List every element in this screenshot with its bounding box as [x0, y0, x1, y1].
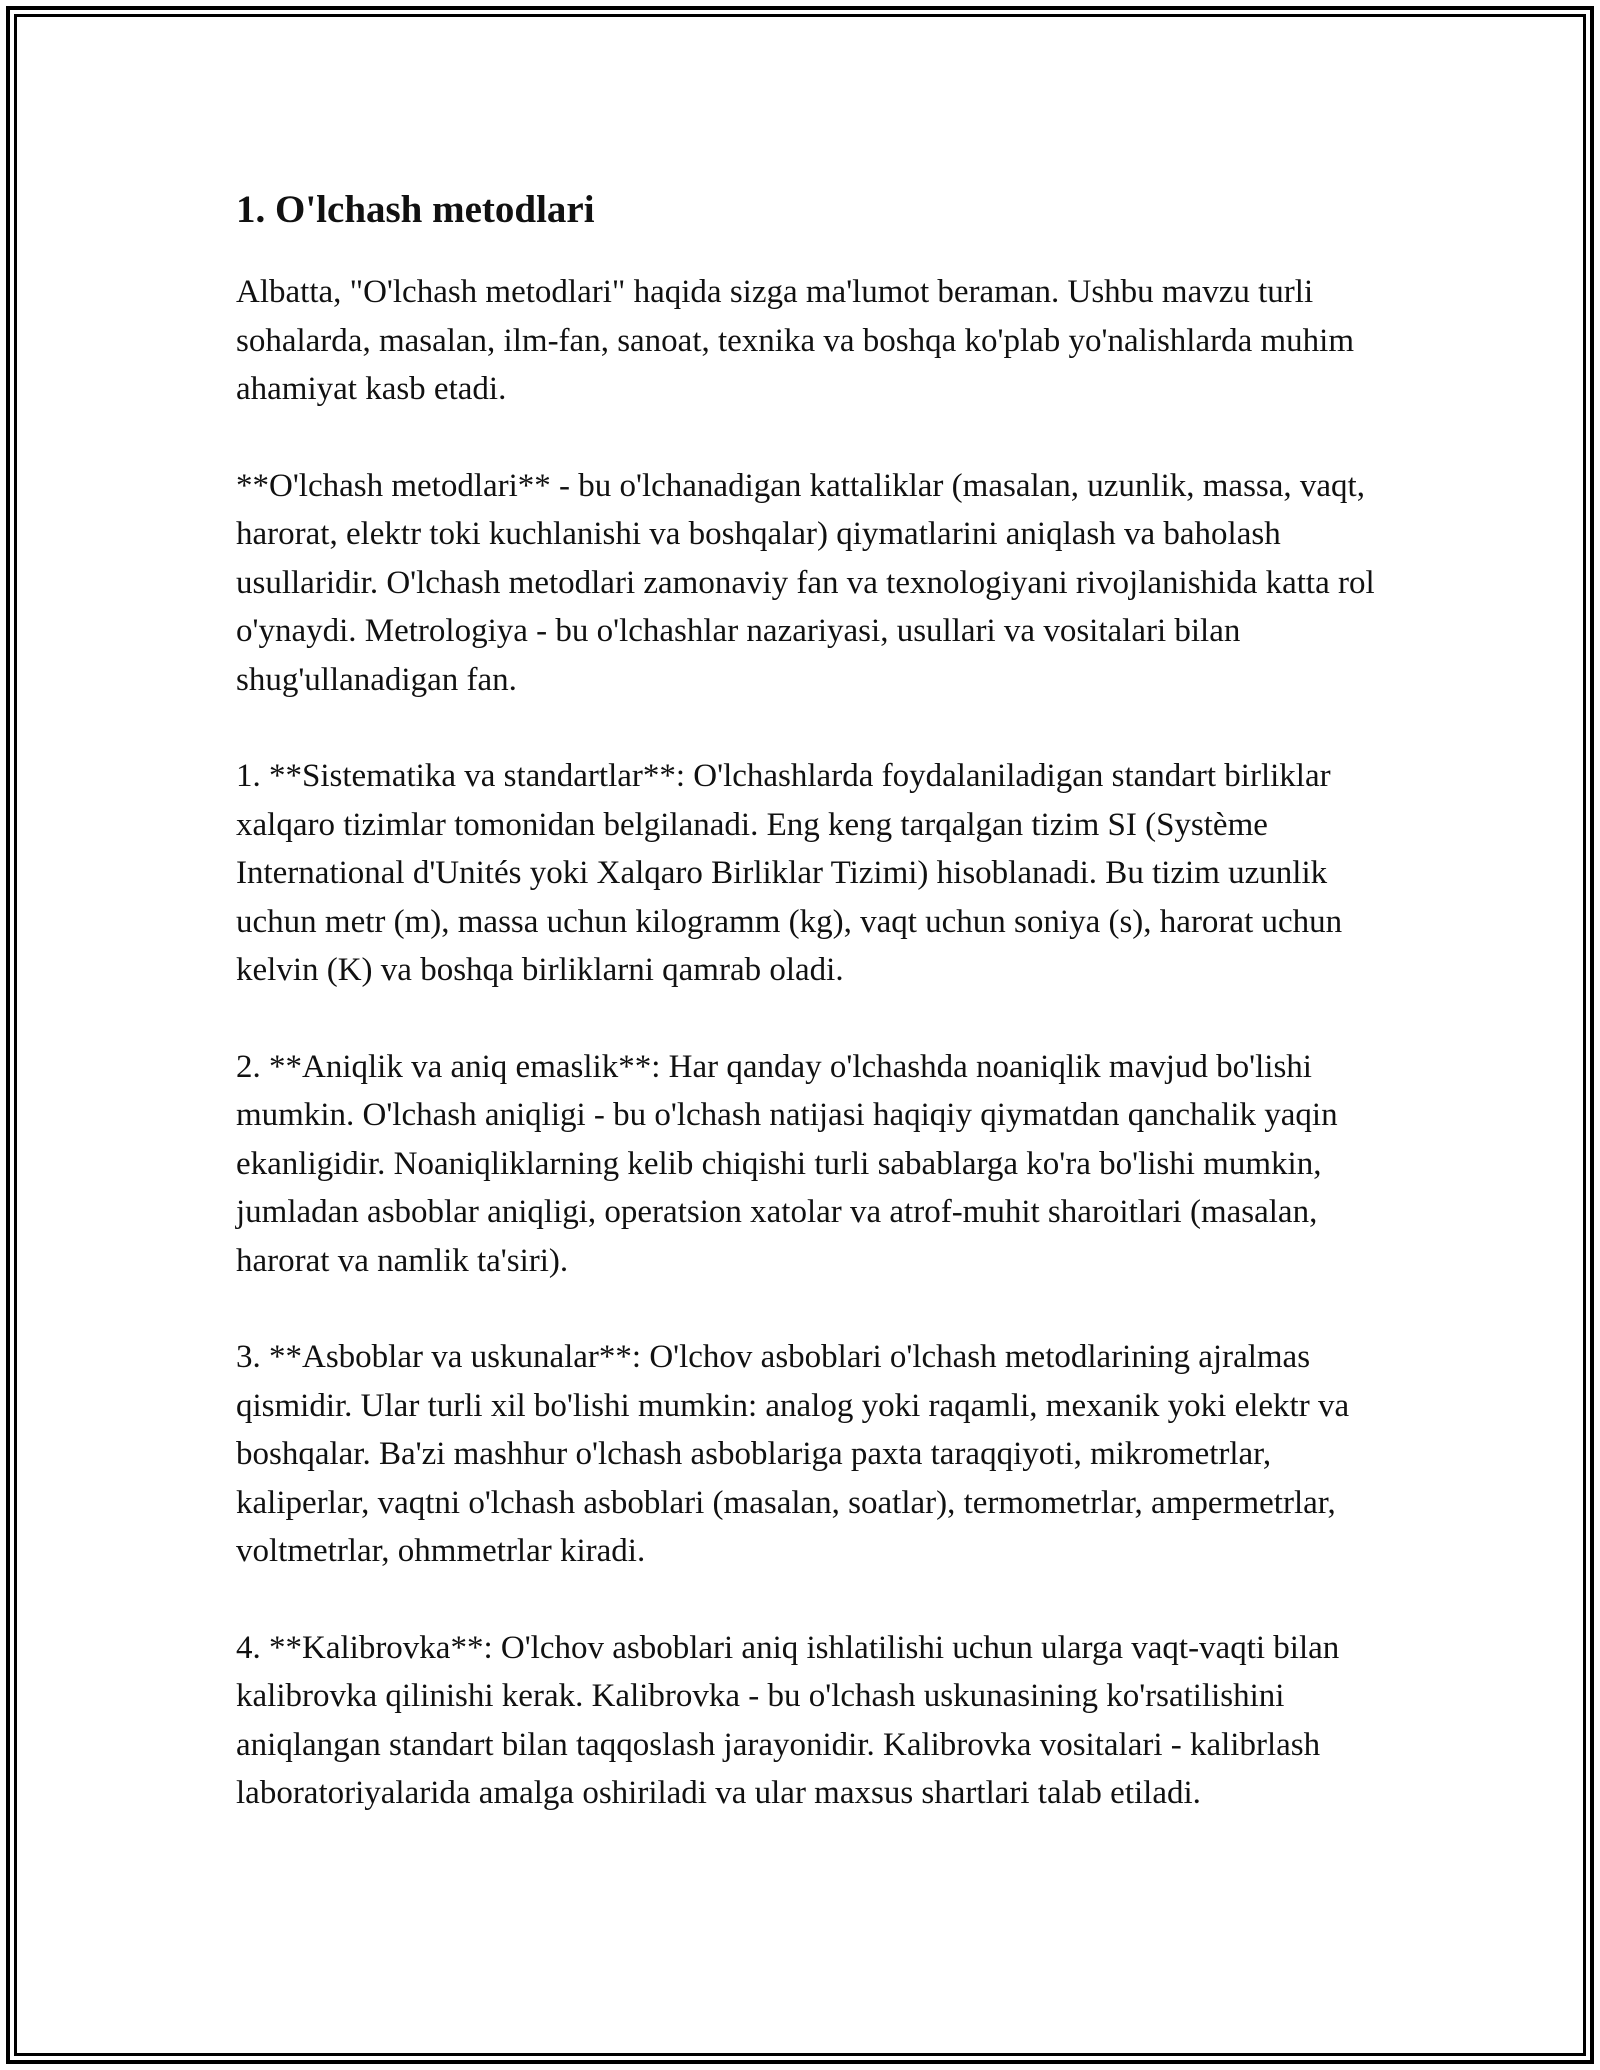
document-body — [236, 186, 1376, 1866]
paragraph-definition: **O'lchash metodlari** - bu o'lchanadigan kattaliklar (masalan, uzunlik, massa, vaqt, harorat, elektr toki kuchlanishi va boshqalar) qiymatlarini aniqlash va baholash usullaridir. O'lchash metodlari zamonaviy fan va texnologiyani rivojlanishida katta rol o'ynaydi. Metrologiya - bu o'lchashlar nazariyasi, usullari va vositalari bilan shug'ullanadigan fan. — [236, 467, 1375, 698]
paragraph-instruments: 3. **Asboblar va uskunalar**: O'lchov asboblari o'lchash metodlarining ajralmas qismidir. Ular turli xil bo'lishi mumkin: analog yoki raqamli, mexanik yoki elektr va boshqalar. Ba'zi mashhur o'lchash asboblariga paxta taraqqiyoti, mikrometrlar, kaliperlar, vaqtni o'lchash asboblari (masalan, soatlar), termometrlar, ampermetrlar, voltmetrlar, ohmmetrlar kiradi. — [236, 1339, 1350, 1569]
paragraph-accuracy: 2. **Aniqlik va aniq emaslik**: Har qanday o'lchashda noaniqlik mavjud bo'lishi mumkin. O'lchash aniqligi - bu o'lchash natijasi haqiqiy qiymatdan qanchalik yaqin ekanligidir. Noaniqliklarning kelib chiqishi turli sabablarga ko'ra bo'lishi mumkin, jumladan asboblar aniqligi, operatsion xatolar va atrof-muhit sharoitlari (masalan, harorat va namlik ta'siri). — [236, 1048, 1338, 1279]
paragraph-calibration: 4. **Kalibrovka**: O'lchov asboblari aniq ishlatilishi uchun ularga vaqt-vaqti bilan kalibrovka qilinishi kerak. Kalibrovka - bu o'lchash uskunasining ko'rsatilishini aniqlangan standart bilan taqqoslash jarayonidir. Kalibrovka vositalari - kalibrlash laboratoriyalarida amalga oshiriladi va ular maxsus shartlari talab etiladi. — [236, 1629, 1340, 1811]
paragraph-intro: Albatta, "O'lchash metodlari" haqida sizga ma'lumot beraman. Ushbu mavzu turli sohalarda, masalan, ilm-fan, sanoat, texnika va boshqa ko'plab yo'nalishlarda muhim ahamiyat kasb etadi. — [236, 274, 1355, 407]
document-heading: 1. O'lchash metodlari — [236, 188, 595, 231]
paragraph-standards: 1. **Sistematika va standartlar**: O'lchashlarda foydalaniladigan standart birliklar xalqaro tizimlar tomonidan belgilanadi. Eng keng tarqalgan tizim SI (Système International d'Unités yoki Xalqaro Birliklar Tizimi) hisoblanadi. Bu tizim uzunlik uchun metr (m), massa uchun kilogramm (kg), vaqt uchun soniya (s), harorat uchun kelvin (K) va boshqa birliklarni qamrab oladi. — [236, 758, 1343, 988]
